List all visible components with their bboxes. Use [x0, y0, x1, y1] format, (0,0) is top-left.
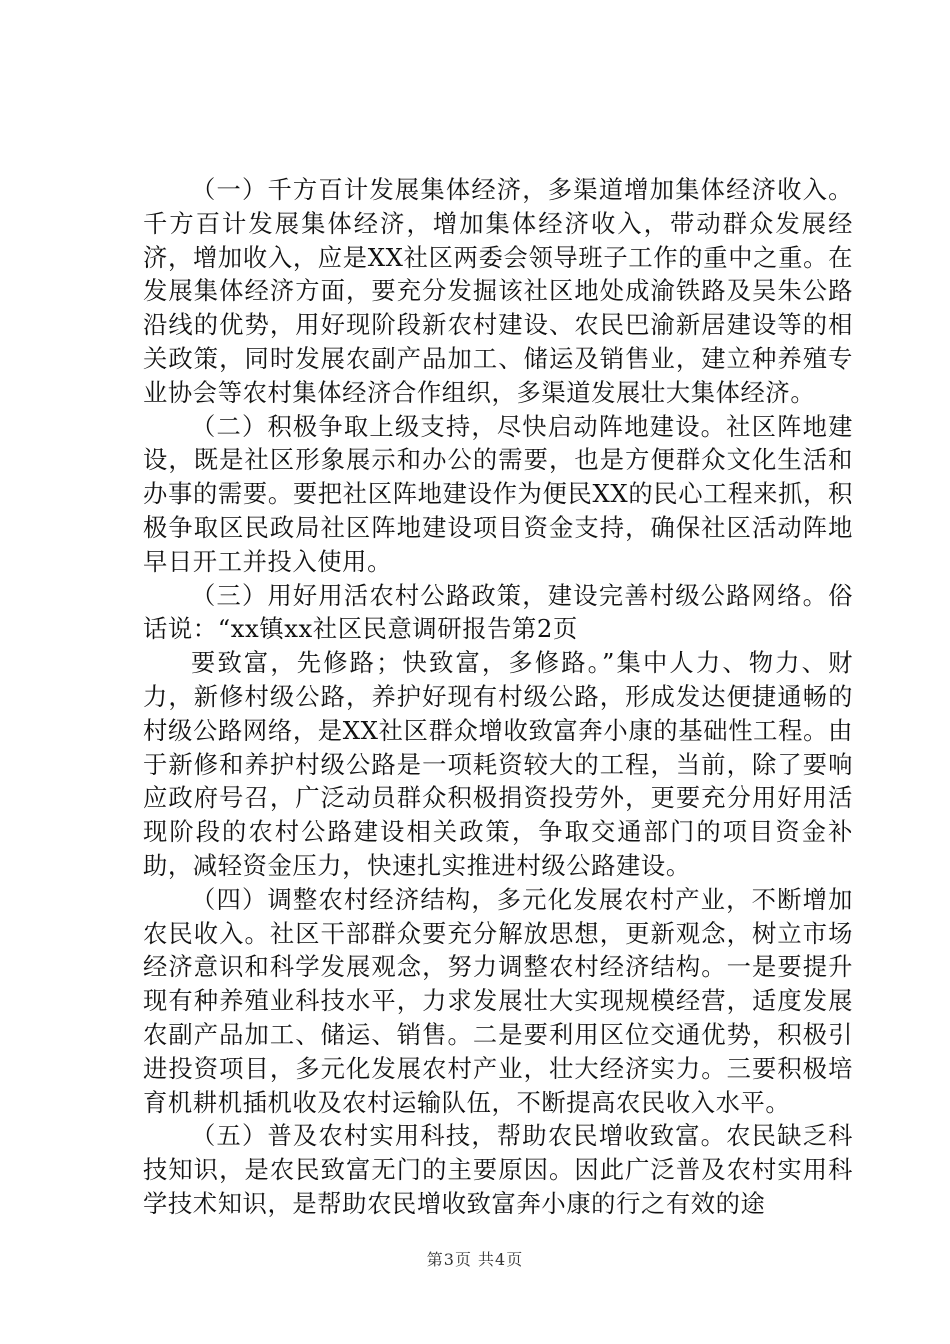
- page-footer: 第3页 共4页: [426, 1250, 524, 1269]
- paragraph-6: （五）普及农村实用科技，帮助农民增收致富。农民缺乏科技知识，是农民致富无门的主要原因。因此广泛普及农村实用科学技术知识，是帮助农民增收致富奔小康的行之有效的途: [143, 1121, 853, 1218]
- paragraph-2: （二）积极争取上级支持，尽快启动阵地建设。社区阵地建设，既是社区形象展示和办公的需要，也是方便群众文化生活和办事的需要。要把社区阵地建设作为便民XX的民心工程来抓，积极争取区民政局社区阵地建设项目资金支持，确保社区活动阵地早日开工并投入使用。: [143, 411, 853, 576]
- paragraph-3: （三）用好用活农村公路政策，建设完善村级公路网络。俗话说：“xx镇xx社区民意调研报告第2页: [143, 580, 853, 644]
- paragraph-5: （四）调整农村经济结构，多元化发展农村产业，不断增加农民收入。社区干部群众要充分解放思想，更新观念，树立市场经济意识和科学发展观念，努力调整农村经济结构。一是要提升现有种养殖业科技水平，力求发展壮大实现规模经营，适度发展农副产品加工、储运、销售。二是要利用区位交通优势，积极引进投资项目，多元化发展农村产业，壮大经济实力。三要积极培育机耕机插机收及农村运输队伍，不断提高农民收入水平。: [143, 884, 853, 1117]
- document-body: [143, 173, 853, 1221]
- paragraph-4: 要致富，先修路；快致富，多修路。”集中人力、物力、财力，新修村级公路，养护好现有村级公路，形成发达便捷通畅的村级公路网络，是XX社区群众增收致富奔小康的基础性工程。由于新修和养护村级公路是一项耗资较大的工程，当前，除了要响应政府号召，广泛动员群众积极捐资投劳外，更要充分用好用活现阶段的农村公路建设相关政策，争取交通部门的项目资金补助，减轻资金压力，快速扎实推进村级公路建设。: [143, 648, 853, 880]
- paragraph-1: （一）千方百计发展集体经济，多渠道增加集体经济收入。千方百计发展集体经济，增加集体经济收入，带动群众发展经济，增加收入，应是XX社区两委会领导班子工作的重中之重。在发展集体经济方面，要充分发掘该社区地处成渝铁路及吴朱公路沿线的优势，用好现阶段新农村建设、农民巴渝新居建设等的相关政策，同时发展农副产品加工、储运及销售业，建立种养殖专业协会等农村集体经济合作组织，多渠道发展壮大集体经济。: [143, 175, 853, 407]
